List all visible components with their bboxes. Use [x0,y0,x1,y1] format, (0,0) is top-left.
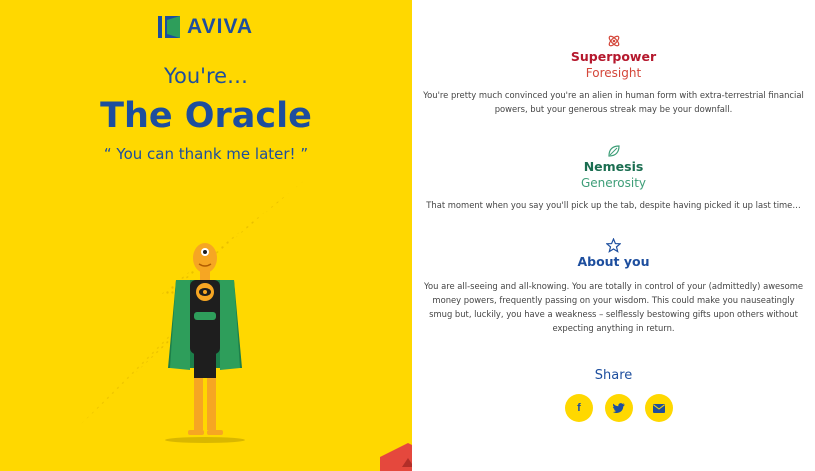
nemesis-text: That moment when you say you'll pick up the tab, despite having picked it up last time… [426,200,801,210]
email-icon [653,404,665,413]
superpower-heading: Superpower [570,49,657,64]
details-panel [412,0,815,471]
result-quote: “ You can thank me later! ” [103,145,309,163]
nemesis-heading: Nemesis [583,159,644,174]
oracle-character [160,240,250,445]
twitter-share-button[interactable] [605,394,633,422]
star-icon [412,238,815,253]
aviva-logo[interactable] [158,15,253,39]
facebook-icon: f [577,402,581,414]
nemesis-value: Generosity [580,176,647,190]
scroll-up-badge[interactable] [378,443,412,471]
share-label: Share [594,368,633,383]
aviva-flag-icon [158,16,180,38]
share-buttons [565,394,673,422]
leaf-icon [412,144,815,158]
about-heading: About you [577,254,650,269]
result-title: The Oracle [100,96,312,136]
superpower-value: Foresight [585,66,642,80]
email-share-button[interactable] [645,394,673,422]
result-intro: You're… [163,64,249,88]
nemesis-section [412,144,815,212]
facebook-share-button[interactable] [565,394,593,422]
brand-name: AVIVA [187,15,254,38]
twitter-icon [613,403,625,413]
superpower-text: You're pretty much convinced you're an alien in human form with extra-terrestrial financial powers, but your generous streak may be your downfall. [423,90,804,114]
atom-icon [412,34,815,48]
superpower-section [412,34,815,116]
about-section [412,238,815,335]
about-text: You are all-seeing and all-knowing. You are totally in control of your (admittedly) awesome money powers, frequently passing on your wisdom. This could make you nauseatingly smug but, luckily, you have a weakness – selflessly bestowing gifts upon others without expecting anything in return. [423,281,804,333]
